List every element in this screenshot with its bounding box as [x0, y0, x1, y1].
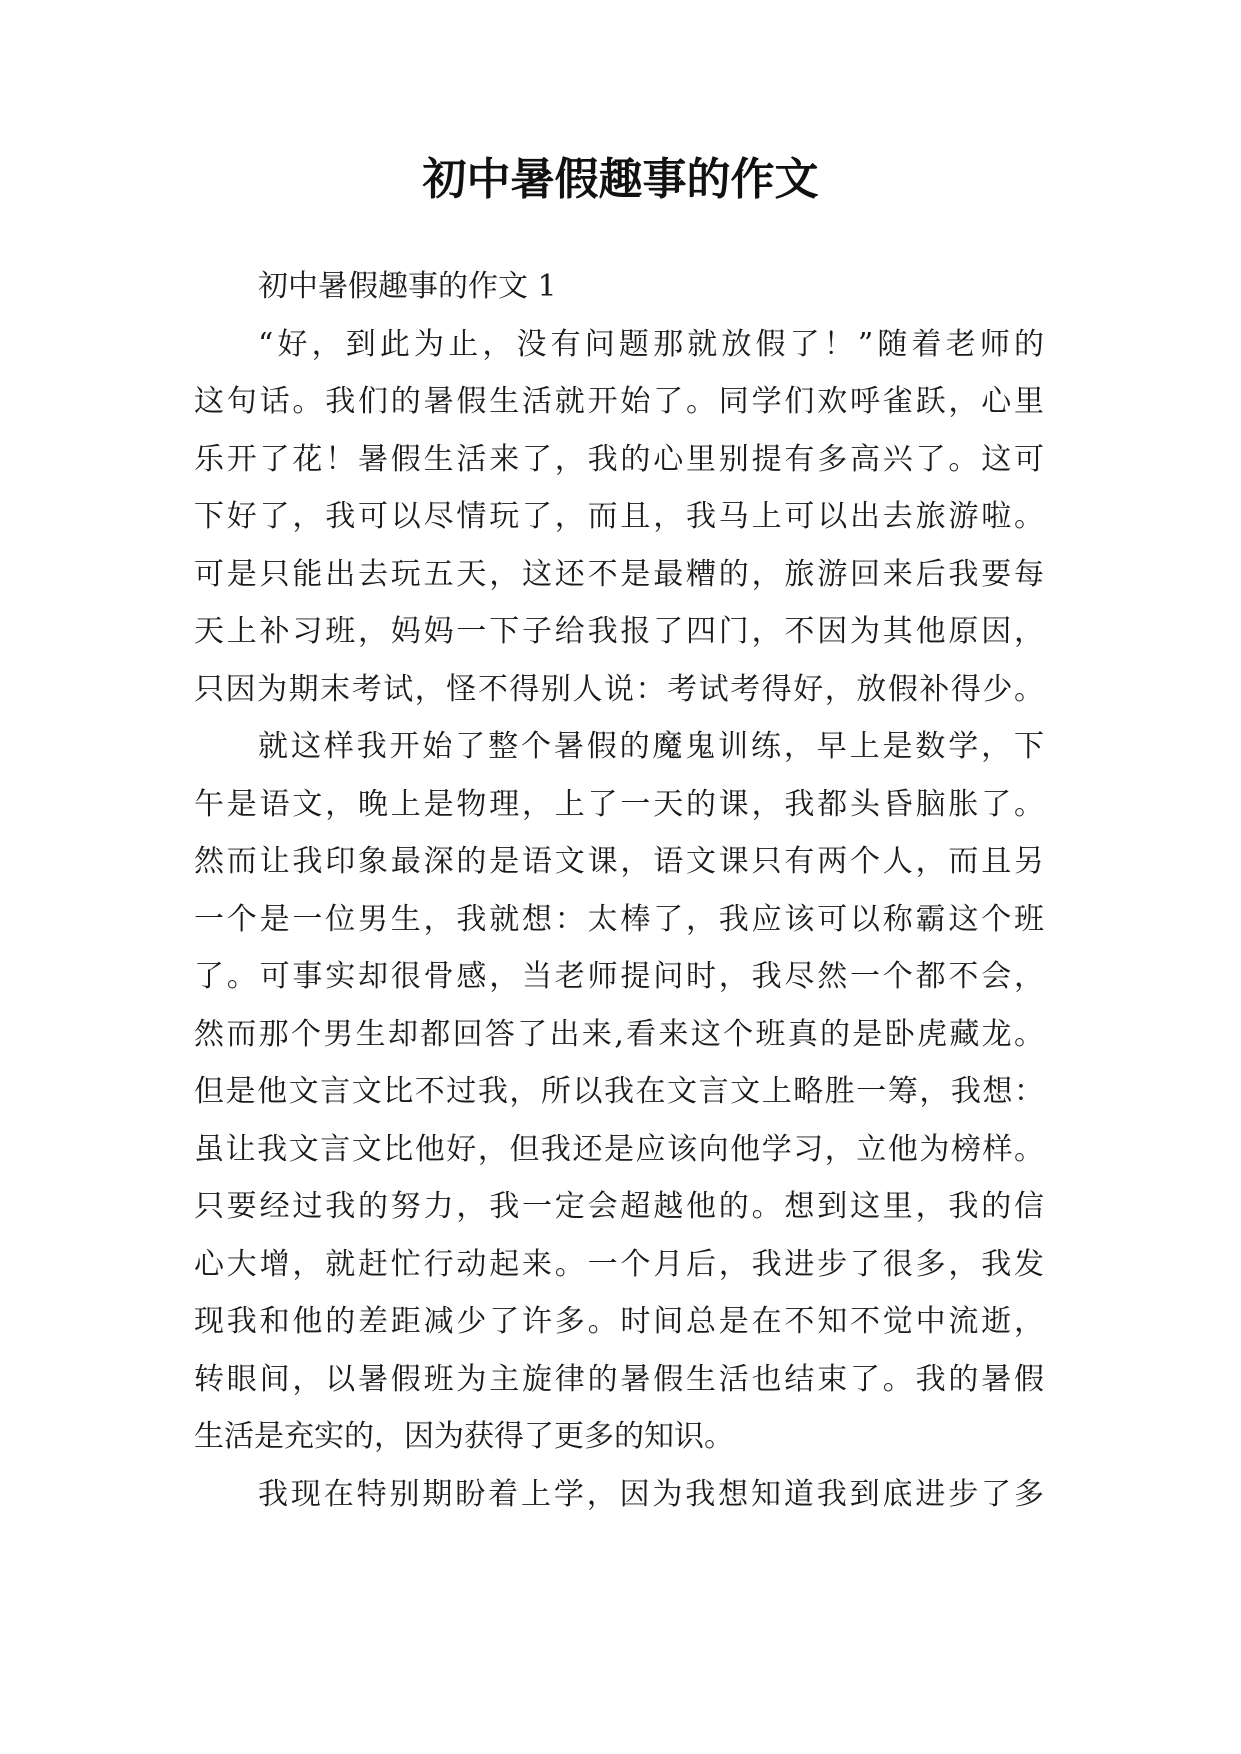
text-line: 下好了，我可以尽情玩了，而且，我马上可以出去旅游啦。 [194, 499, 1044, 534]
text-line: 了。可事实却很骨感，当老师提问时，我尽然一个都不会， [194, 959, 1044, 994]
text-line: “好，到此为止，没有问题那就放假了！”随着老师的 [258, 326, 1044, 362]
text-line: 初中暑假趣事的作文 1 [258, 269, 557, 304]
document-title: 初中暑假趣事的作文 [422, 154, 819, 205]
text-line: 一个是一位男生，我就想：太棒了，我应该可以称霸这个班 [194, 901, 1044, 937]
text-line: 只因为期末考试，怪不得别人说：考试考得好，放假补得少。 [194, 671, 1044, 707]
text-line: 然而那个男生却都回答了出来,看来这个班真的是卧虎藏龙。 [194, 1016, 1044, 1052]
text-line: 虽让我文言文比他好，但我还是应该向他学习，立他为榜样。 [194, 1131, 1044, 1167]
text-line: 生活是充实的，因为获得了更多的知识。 [194, 1419, 734, 1454]
document-body [194, 258, 1044, 1523]
text-line: 我现在特别期盼着上学，因为我想知道我到底进步了多 [258, 1476, 1044, 1512]
text-line: 只要经过我的努力，我一定会超越他的。想到这里，我的信 [194, 1189, 1044, 1224]
text-line: 但是他文言文比不过我，所以我在文言文上略胜一筹，我想： [194, 1074, 1044, 1109]
text-line: 可是只能出去玩五天，这还不是最糟的，旅游回来后我要每 [194, 556, 1044, 592]
text-line: 现我和他的差距减少了许多。时间总是在不知不觉中流逝， [194, 1304, 1044, 1339]
text-line: 午是语文，晚上是物理，上了一天的课，我都头昏脑胀了。 [194, 786, 1044, 822]
text-line: 天上补习班，妈妈一下子给我报了四门，不因为其他原因， [194, 614, 1044, 649]
text-line: 然而让我印象最深的是语文课，语文课只有两个人，而且另 [194, 844, 1044, 879]
text-line: 就这样我开始了整个暑假的魔鬼训练，早上是数学，下 [258, 729, 1044, 764]
text-line: 心大增，就赶忙行动起来。一个月后，我进步了很多，我发 [194, 1246, 1044, 1282]
text-line: 这句话。我们的暑假生活就开始了。同学们欢呼雀跃，心里 [194, 384, 1044, 419]
text-line: 转眼间，以暑假班为主旋律的暑假生活也结束了。我的暑假 [194, 1361, 1044, 1397]
text-line: 乐开了花！暑假生活来了，我的心里别提有多高兴了。这可 [194, 441, 1044, 477]
